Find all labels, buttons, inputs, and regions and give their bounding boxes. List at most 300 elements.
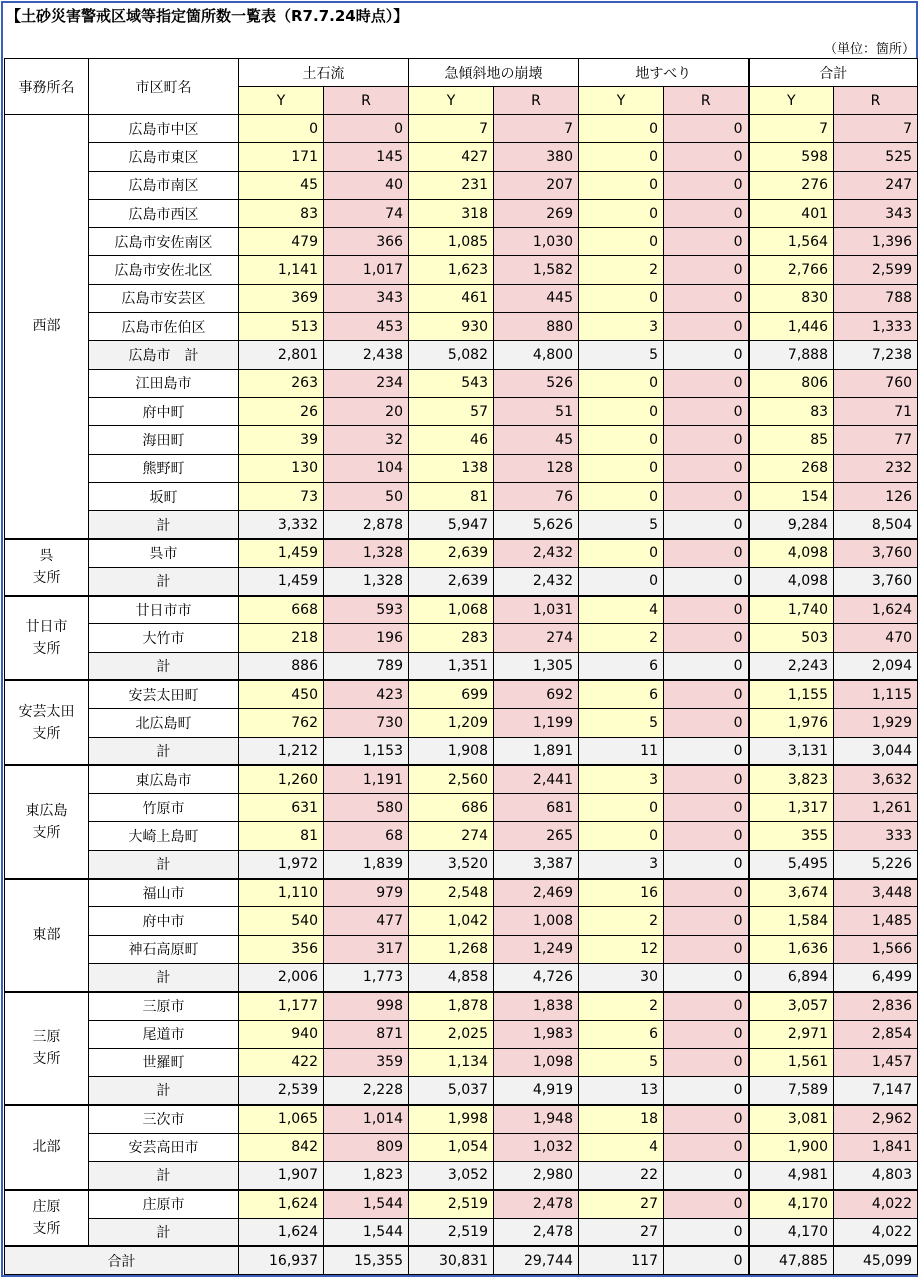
unit-label: （単位：箇所） — [823, 42, 915, 57]
header-city: 市区町名 — [89, 59, 239, 115]
city-name: 廿日市市 — [89, 596, 239, 624]
count-cell: 26 — [239, 397, 324, 425]
designation-count-table — [4, 58, 918, 1275]
count-cell: 6 — [579, 652, 664, 680]
count-cell: 4,022 — [834, 1190, 918, 1218]
count-cell: 0 — [664, 454, 749, 482]
count-cell: 880 — [494, 313, 579, 341]
count-cell: 1,098 — [494, 1048, 579, 1076]
page-title: 【土砂災害警戒区域等指定箇所数一覧表（R7.7.24時点）】 — [6, 7, 409, 25]
count-cell: 57 — [409, 397, 494, 425]
count-cell: 5 — [579, 511, 664, 539]
table-row — [5, 879, 918, 907]
count-cell: 0 — [664, 511, 749, 539]
count-cell: 0 — [579, 822, 664, 850]
city-name: 坂町 — [89, 482, 239, 510]
count-cell: 3,387 — [494, 850, 579, 878]
count-cell: 2 — [579, 256, 664, 284]
count-cell: 1,624 — [239, 1190, 324, 1218]
count-cell: 3,823 — [749, 765, 834, 793]
count-cell: 0 — [664, 624, 749, 652]
count-cell: 1,838 — [494, 992, 579, 1020]
subtotal-row — [5, 341, 918, 369]
count-cell: 427 — [409, 143, 494, 171]
count-cell: 0 — [664, 567, 749, 595]
office-name: 北部 — [5, 1105, 89, 1190]
city-name: 計 — [89, 652, 239, 680]
count-cell: 6,499 — [834, 963, 918, 991]
count-cell: 1,261 — [834, 794, 918, 822]
count-cell: 681 — [494, 794, 579, 822]
count-cell: 3,057 — [749, 992, 834, 1020]
table-row — [5, 765, 918, 793]
count-cell: 366 — [324, 228, 409, 256]
count-cell: 1,068 — [409, 596, 494, 624]
count-cell: 1,900 — [749, 1133, 834, 1161]
count-cell: 0 — [664, 709, 749, 737]
count-cell: 5,626 — [494, 511, 579, 539]
count-cell: 73 — [239, 482, 324, 510]
count-cell: 0 — [664, 313, 749, 341]
count-cell: 45 — [239, 171, 324, 199]
table-row — [5, 680, 918, 708]
count-cell: 5,947 — [409, 511, 494, 539]
count-cell: 1,110 — [239, 879, 324, 907]
count-cell: 1,396 — [834, 228, 918, 256]
city-name: 広島市安佐南区 — [89, 228, 239, 256]
count-cell: 5,226 — [834, 850, 918, 878]
table-row — [5, 284, 918, 312]
grand-total-cell: 45,099 — [834, 1246, 918, 1274]
count-cell: 0 — [664, 256, 749, 284]
count-cell: 730 — [324, 709, 409, 737]
count-cell: 1,929 — [834, 709, 918, 737]
count-cell: 1,008 — [494, 907, 579, 935]
count-cell: 1,212 — [239, 737, 324, 765]
count-cell: 2,006 — [239, 963, 324, 991]
grand-total-cell: 29,744 — [494, 1246, 579, 1274]
header-r: R — [494, 87, 579, 115]
count-cell: 1,773 — [324, 963, 409, 991]
table-row — [5, 992, 918, 1020]
count-cell: 3,044 — [834, 737, 918, 765]
total-row — [5, 1077, 918, 1105]
count-cell: 0 — [664, 1190, 749, 1218]
city-name: 広島市西区 — [89, 199, 239, 227]
count-cell: 7 — [834, 115, 918, 143]
count-cell: 2,639 — [409, 539, 494, 567]
count-cell: 0 — [579, 454, 664, 482]
count-cell: 3,674 — [749, 879, 834, 907]
count-cell: 104 — [324, 454, 409, 482]
count-cell: 1,305 — [494, 652, 579, 680]
count-cell: 2,878 — [324, 511, 409, 539]
count-cell: 1,065 — [239, 1105, 324, 1133]
count-cell: 1,457 — [834, 1048, 918, 1076]
count-cell: 1,976 — [749, 709, 834, 737]
count-cell: 0 — [579, 284, 664, 312]
count-cell: 1,115 — [834, 680, 918, 708]
count-cell: 0 — [579, 794, 664, 822]
count-cell: 842 — [239, 1133, 324, 1161]
header-y: Y — [579, 87, 664, 115]
office-name: 東広島 支所 — [5, 765, 89, 878]
city-name: 福山市 — [89, 879, 239, 907]
count-cell: 0 — [664, 1048, 749, 1076]
count-cell: 525 — [834, 143, 918, 171]
table-row — [5, 794, 918, 822]
count-cell: 138 — [409, 454, 494, 482]
count-cell: 5,082 — [409, 341, 494, 369]
table-row — [5, 482, 918, 510]
count-cell: 0 — [579, 397, 664, 425]
count-cell: 1,014 — [324, 1105, 409, 1133]
count-cell: 7,888 — [749, 341, 834, 369]
count-cell: 4,170 — [749, 1190, 834, 1218]
office-name: 庄原 支所 — [5, 1190, 89, 1247]
count-cell: 1,624 — [239, 1218, 324, 1246]
count-cell: 1,839 — [324, 850, 409, 878]
table-row — [5, 228, 918, 256]
city-name: 北広島町 — [89, 709, 239, 737]
count-cell: 1,333 — [834, 313, 918, 341]
count-cell: 0 — [579, 228, 664, 256]
count-cell: 1,042 — [409, 907, 494, 935]
count-cell: 2 — [579, 907, 664, 935]
count-cell: 68 — [324, 822, 409, 850]
table-row — [5, 115, 918, 143]
count-cell: 3,081 — [749, 1105, 834, 1133]
count-cell: 871 — [324, 1020, 409, 1048]
count-cell: 32 — [324, 426, 409, 454]
count-cell: 232 — [834, 454, 918, 482]
city-name: 庄原市 — [89, 1190, 239, 1218]
total-row — [5, 1218, 918, 1246]
count-cell: 3,052 — [409, 1161, 494, 1189]
count-cell: 1,199 — [494, 709, 579, 737]
count-cell: 0 — [664, 935, 749, 963]
count-cell: 2 — [579, 624, 664, 652]
count-cell: 74 — [324, 199, 409, 227]
total-row — [5, 511, 918, 539]
table-row — [5, 1190, 918, 1218]
count-cell: 3,520 — [409, 850, 494, 878]
count-cell: 1,972 — [239, 850, 324, 878]
count-cell: 83 — [239, 199, 324, 227]
city-name: 東広島市 — [89, 765, 239, 793]
count-cell: 0 — [664, 341, 749, 369]
table-row — [5, 907, 918, 935]
count-cell: 1,740 — [749, 596, 834, 624]
city-name: 尾道市 — [89, 1020, 239, 1048]
city-name: 広島市安佐北区 — [89, 256, 239, 284]
count-cell: 274 — [409, 822, 494, 850]
count-cell: 1,031 — [494, 596, 579, 624]
count-cell: 154 — [749, 482, 834, 510]
count-cell: 2,971 — [749, 1020, 834, 1048]
table-row — [5, 454, 918, 482]
count-cell: 788 — [834, 284, 918, 312]
count-cell: 196 — [324, 624, 409, 652]
count-cell: 27 — [579, 1190, 664, 1218]
count-cell: 50 — [324, 482, 409, 510]
table-row — [5, 1105, 918, 1133]
count-cell: 3,760 — [834, 539, 918, 567]
count-cell: 276 — [749, 171, 834, 199]
city-name: 三原市 — [89, 992, 239, 1020]
count-cell: 3 — [579, 313, 664, 341]
table-row — [5, 143, 918, 171]
count-cell: 265 — [494, 822, 579, 850]
count-cell: 2,560 — [409, 765, 494, 793]
count-cell: 1,907 — [239, 1161, 324, 1189]
table-row — [5, 596, 918, 624]
count-cell: 4,858 — [409, 963, 494, 991]
grand-total-cell: 15,355 — [324, 1246, 409, 1274]
count-cell: 1,544 — [324, 1190, 409, 1218]
office-name: 三原 支所 — [5, 992, 89, 1105]
count-cell: 1,249 — [494, 935, 579, 963]
count-cell: 6,894 — [749, 963, 834, 991]
count-cell: 3 — [579, 850, 664, 878]
count-cell: 1,459 — [239, 539, 324, 567]
count-cell: 4,022 — [834, 1218, 918, 1246]
count-cell: 513 — [239, 313, 324, 341]
count-cell: 806 — [749, 369, 834, 397]
count-cell: 77 — [834, 426, 918, 454]
count-cell: 317 — [324, 935, 409, 963]
count-cell: 5 — [579, 1048, 664, 1076]
count-cell: 760 — [834, 369, 918, 397]
city-name: 大崎上島町 — [89, 822, 239, 850]
count-cell: 76 — [494, 482, 579, 510]
count-cell: 0 — [579, 199, 664, 227]
count-cell: 274 — [494, 624, 579, 652]
office-name: 安芸太田 支所 — [5, 680, 89, 765]
total-row — [5, 737, 918, 765]
header-y: Y — [749, 87, 834, 115]
grand-total-cell: 47,885 — [749, 1246, 834, 1274]
count-cell: 593 — [324, 596, 409, 624]
count-cell: 7 — [409, 115, 494, 143]
count-cell: 4,170 — [749, 1218, 834, 1246]
count-cell: 0 — [664, 992, 749, 1020]
count-cell: 2,025 — [409, 1020, 494, 1048]
count-cell: 2,519 — [409, 1218, 494, 1246]
count-cell: 2,469 — [494, 879, 579, 907]
table-body — [5, 115, 918, 1275]
count-cell: 283 — [409, 624, 494, 652]
count-cell: 762 — [239, 709, 324, 737]
count-cell: 20 — [324, 397, 409, 425]
table-row — [5, 624, 918, 652]
count-cell: 477 — [324, 907, 409, 935]
count-cell: 4,726 — [494, 963, 579, 991]
count-cell: 0 — [664, 1105, 749, 1133]
count-cell: 22 — [579, 1161, 664, 1189]
count-cell: 231 — [409, 171, 494, 199]
city-name: 計 — [89, 1218, 239, 1246]
table-row — [5, 1048, 918, 1076]
count-cell: 580 — [324, 794, 409, 822]
count-cell: 6 — [579, 680, 664, 708]
count-cell: 0 — [664, 907, 749, 935]
count-cell: 145 — [324, 143, 409, 171]
count-cell: 0 — [664, 1077, 749, 1105]
table-row — [5, 935, 918, 963]
count-cell: 30 — [579, 963, 664, 991]
header-steep-slope: 急傾斜地の崩壊 — [409, 59, 579, 87]
count-cell: 218 — [239, 624, 324, 652]
count-cell: 809 — [324, 1133, 409, 1161]
total-row — [5, 652, 918, 680]
count-cell: 1,085 — [409, 228, 494, 256]
count-cell: 2,438 — [324, 341, 409, 369]
count-cell: 18 — [579, 1105, 664, 1133]
count-cell: 1,459 — [239, 567, 324, 595]
count-cell: 2,519 — [409, 1190, 494, 1218]
city-name: 計 — [89, 511, 239, 539]
count-cell: 318 — [409, 199, 494, 227]
count-cell: 1,030 — [494, 228, 579, 256]
count-cell: 7,147 — [834, 1077, 918, 1105]
count-cell: 2,539 — [239, 1077, 324, 1105]
count-cell: 263 — [239, 369, 324, 397]
table-row — [5, 369, 918, 397]
count-cell: 1,155 — [749, 680, 834, 708]
total-row — [5, 963, 918, 991]
city-name: 府中市 — [89, 907, 239, 935]
count-cell: 2,962 — [834, 1105, 918, 1133]
count-cell: 16 — [579, 879, 664, 907]
count-cell: 5,037 — [409, 1077, 494, 1105]
city-name: 竹原市 — [89, 794, 239, 822]
city-name: 大竹市 — [89, 624, 239, 652]
count-cell: 85 — [749, 426, 834, 454]
count-cell: 1,566 — [834, 935, 918, 963]
city-name: 安芸太田町 — [89, 680, 239, 708]
count-cell: 5 — [579, 341, 664, 369]
count-cell: 1,191 — [324, 765, 409, 793]
count-cell: 81 — [239, 822, 324, 850]
count-cell: 1,582 — [494, 256, 579, 284]
city-name: 世羅町 — [89, 1048, 239, 1076]
count-cell: 1,908 — [409, 737, 494, 765]
count-cell: 1,446 — [749, 313, 834, 341]
count-cell: 0 — [664, 879, 749, 907]
count-cell: 4,098 — [749, 567, 834, 595]
table-row — [5, 426, 918, 454]
count-cell: 526 — [494, 369, 579, 397]
city-name: 江田島市 — [89, 369, 239, 397]
count-cell: 0 — [664, 963, 749, 991]
header-landslide: 地すべり — [579, 59, 749, 87]
count-cell: 9,284 — [749, 511, 834, 539]
count-cell: 5,495 — [749, 850, 834, 878]
city-name: 計 — [89, 1077, 239, 1105]
count-cell: 268 — [749, 454, 834, 482]
count-cell: 0 — [579, 143, 664, 171]
count-cell: 3,332 — [239, 511, 324, 539]
count-cell: 1,134 — [409, 1048, 494, 1076]
table-row — [5, 171, 918, 199]
count-cell: 0 — [664, 397, 749, 425]
count-cell: 0 — [664, 822, 749, 850]
count-cell: 2,854 — [834, 1020, 918, 1048]
count-cell: 0 — [664, 228, 749, 256]
count-cell: 128 — [494, 454, 579, 482]
count-cell: 8,504 — [834, 511, 918, 539]
count-cell: 0 — [664, 115, 749, 143]
count-cell: 0 — [664, 737, 749, 765]
table-row — [5, 709, 918, 737]
count-cell: 401 — [749, 199, 834, 227]
count-cell: 1,623 — [409, 256, 494, 284]
count-cell: 0 — [664, 143, 749, 171]
count-cell: 940 — [239, 1020, 324, 1048]
count-cell: 422 — [239, 1048, 324, 1076]
count-cell: 1,260 — [239, 765, 324, 793]
grand-total-cell: 0 — [664, 1246, 749, 1274]
city-name: 神石高原町 — [89, 935, 239, 963]
count-cell: 1,177 — [239, 992, 324, 1020]
city-name: 広島市安芸区 — [89, 284, 239, 312]
count-cell: 2,094 — [834, 652, 918, 680]
count-cell: 1,891 — [494, 737, 579, 765]
city-name: 府中町 — [89, 397, 239, 425]
count-cell: 2,478 — [494, 1190, 579, 1218]
count-cell: 1,624 — [834, 596, 918, 624]
count-cell: 598 — [749, 143, 834, 171]
count-cell: 7,238 — [834, 341, 918, 369]
grand-total-cell: 117 — [579, 1246, 664, 1274]
city-name: 計 — [89, 567, 239, 595]
count-cell: 979 — [324, 879, 409, 907]
count-cell: 343 — [834, 199, 918, 227]
count-cell: 0 — [664, 1020, 749, 1048]
city-name: 広島市東区 — [89, 143, 239, 171]
count-cell: 3 — [579, 765, 664, 793]
count-cell: 1,998 — [409, 1105, 494, 1133]
count-cell: 356 — [239, 935, 324, 963]
table-row — [5, 397, 918, 425]
table-row — [5, 313, 918, 341]
count-cell: 0 — [664, 171, 749, 199]
count-cell: 0 — [579, 171, 664, 199]
total-row — [5, 850, 918, 878]
count-cell: 11 — [579, 737, 664, 765]
count-cell: 13 — [579, 1077, 664, 1105]
count-cell: 1,328 — [324, 539, 409, 567]
count-cell: 81 — [409, 482, 494, 510]
count-cell: 130 — [239, 454, 324, 482]
count-cell: 0 — [579, 369, 664, 397]
count-cell: 2,228 — [324, 1077, 409, 1105]
count-cell: 830 — [749, 284, 834, 312]
header-debris-flow: 土石流 — [239, 59, 409, 87]
header-total: 合計 — [749, 59, 918, 87]
count-cell: 0 — [664, 680, 749, 708]
count-cell: 1,823 — [324, 1161, 409, 1189]
count-cell: 692 — [494, 680, 579, 708]
count-cell: 930 — [409, 313, 494, 341]
count-cell: 0 — [664, 482, 749, 510]
count-cell: 453 — [324, 313, 409, 341]
city-name: 計 — [89, 850, 239, 878]
count-cell: 1,561 — [749, 1048, 834, 1076]
count-cell: 369 — [239, 284, 324, 312]
count-cell: 51 — [494, 397, 579, 425]
